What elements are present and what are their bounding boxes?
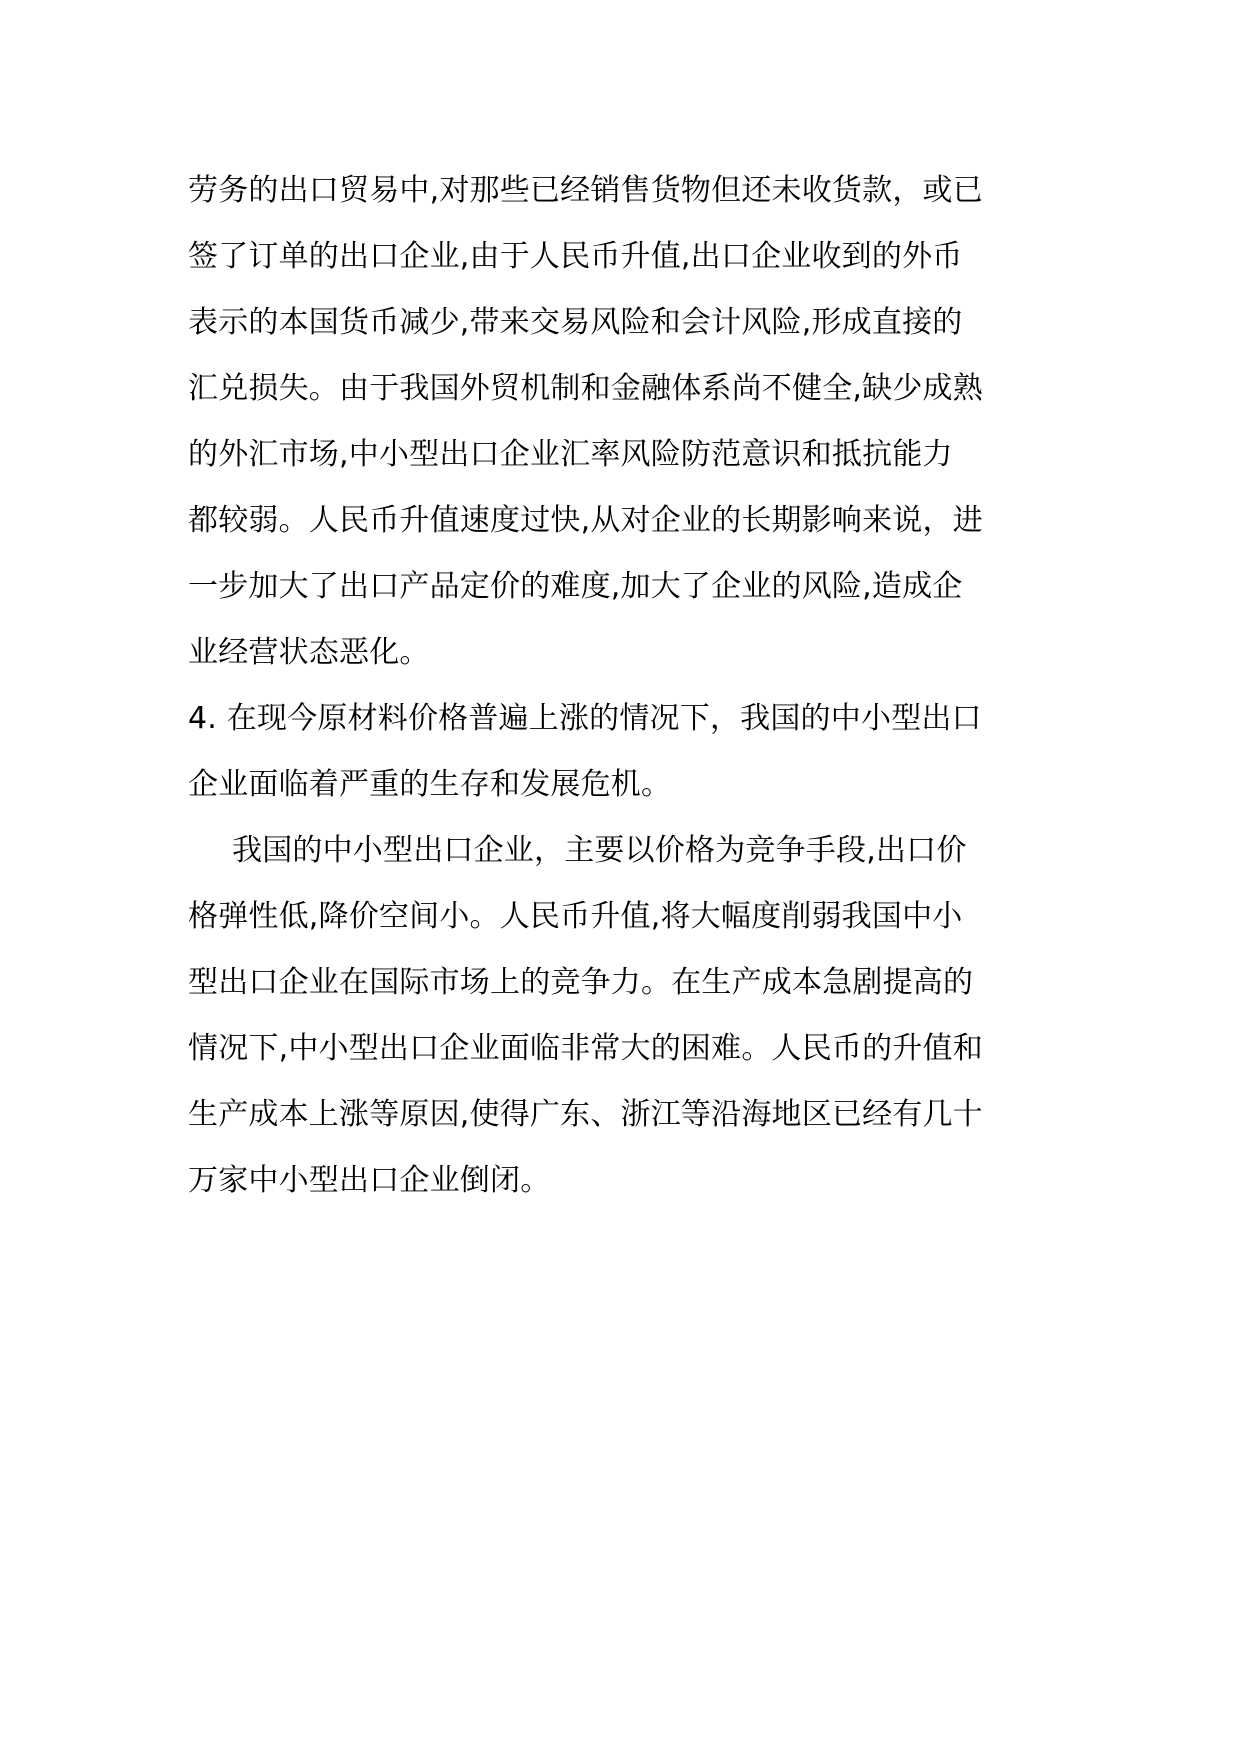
paragraph-line: 我国的中小型出口企业，主要以价格为竞争手段,出口价	[232, 833, 967, 868]
paragraph-2	[188, 818, 1058, 1214]
paragraph-line: 都较弱。人民币升值速度过快,从对企业的长期影响来说，进	[188, 503, 983, 538]
heading-line: 企业面临着严重的生存和发展危机。	[188, 767, 672, 802]
paragraph-line: 万家中小型出口企业倒闭。	[188, 1163, 551, 1198]
paragraph-line: 业经营状态恶化。	[188, 635, 430, 670]
paragraph-line: 签了订单的出口企业,由于人民币升值,出口企业收到的外币	[188, 239, 963, 274]
paragraph-line: 劳务的出口贸易中,对那些已经销售货物但还未收货款，或已	[188, 173, 983, 208]
document-body	[188, 158, 1058, 1214]
paragraph-line: 表示的本国货币减少,带来交易风险和会计风险,形成直接的	[188, 305, 963, 340]
section-heading	[188, 686, 1058, 818]
paragraph-line: 的外汇市场,中小型出口企业汇率风险防范意识和抵抗能力	[188, 437, 953, 472]
paragraph-line: 型出口企业在国际市场上的竞争力。在生产成本急剧提高的	[188, 965, 974, 1000]
paragraph-1	[188, 158, 1058, 686]
paragraph-line: 汇兑损失。由于我国外贸机制和金融体系尚不健全,缺少成熟	[188, 371, 983, 406]
paragraph-line: 一步加大了出口产品定价的难度,加大了企业的风险,造成企	[188, 569, 963, 604]
heading-line: 4. 在现今原材料价格普遍上涨的情况下，我国的中小型出口	[188, 701, 982, 736]
paragraph-line: 生产成本上涨等原因,使得广东、浙江等沿海地区已经有几十	[188, 1097, 983, 1132]
paragraph-line: 情况下,中小型出口企业面临非常大的困难。人民币的升值和	[188, 1031, 983, 1066]
paragraph-line: 格弹性低,降价空间小。人民币升值,将大幅度削弱我国中小	[188, 899, 963, 934]
